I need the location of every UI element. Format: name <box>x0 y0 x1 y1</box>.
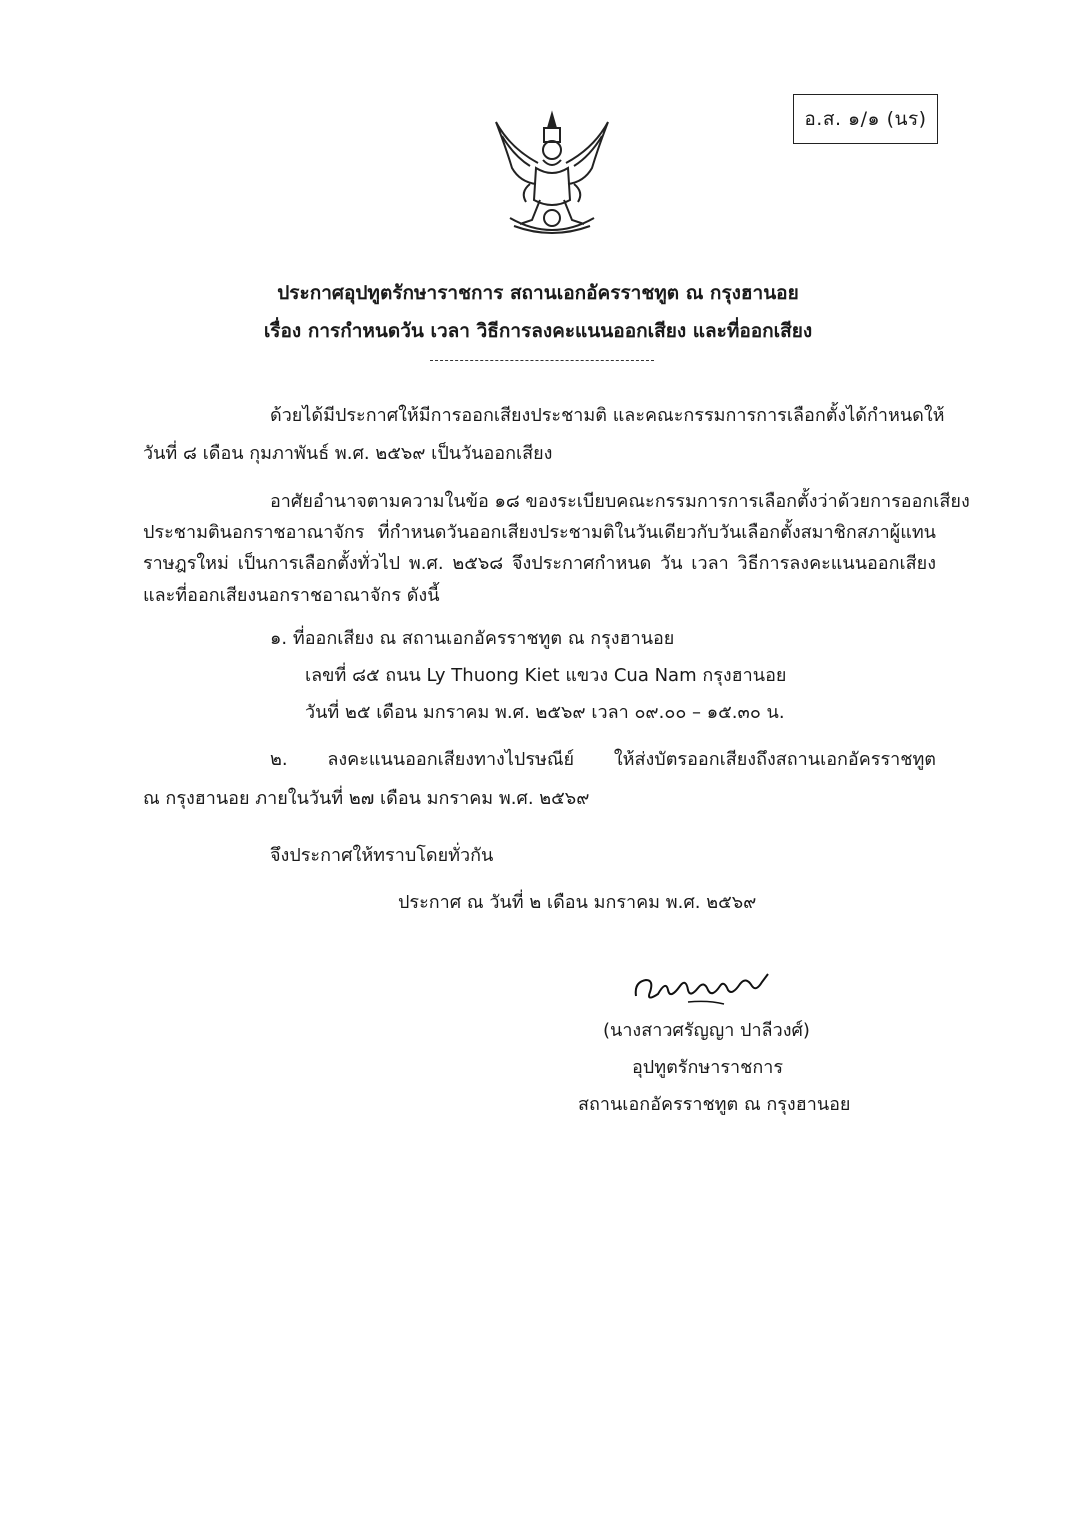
signatory-position: อุปทูตรักษาราชการ <box>632 1057 783 1078</box>
document-code-box <box>793 94 938 144</box>
handwritten-signature-icon <box>628 960 778 1010</box>
item1-line-2: เลขที่ ๘๕ ถนน Ly Thuong Kiet แขวง Cua Nam กรุงฮานอย <box>305 665 787 686</box>
para1-line-2: วันที่ ๘ เดือน กุมภาพันธ์ พ.ศ. ๒๕๖๙ เป็นวันออกเสียง <box>143 443 553 464</box>
item1-line-3: วันที่ ๒๕ เดือน มกราคม พ.ศ. ๒๕๖๙ เวลา ๐๙.๐๐ – ๑๕.๓๐ น. <box>305 702 785 723</box>
para2-line-4: และที่ออกเสียงนอกราชอาณาจักร ดังนี้ <box>143 585 440 606</box>
document-code: อ.ส. ๑/๑ (นร) <box>804 108 927 130</box>
title-line-1: ประกาศอุปทูตรักษาราชการ สถานเอกอัครราชทูต ณ กรุงฮานอย <box>277 282 799 304</box>
para1-line-1: ด้วยได้มีประกาศให้มีการออกเสียงประชามติ และคณะกรรมการการเลือกตั้งได้กำหนดให้ <box>270 405 945 426</box>
signatory-name: (นางสาวศรัญญา ปาลีวงศ์) <box>603 1020 810 1041</box>
para2-line-2: ประชามตินอกราชอาณาจักร ที่กำหนดวันออกเสียงประชามติในวันเดียวกับวันเลือกตั้งสมาชิกสภาผู้แทน <box>143 522 936 543</box>
item2-line-1: ๒. ลงคะแนนออกเสียงทางไปรษณีย์ ให้ส่งบัตรออกเสียงถึงสถานเอกอัครราชทูต <box>270 749 936 770</box>
para2-line-1: อาศัยอำนาจตามความในข้อ ๑๘ ของระเบียบคณะกรรมการการเลือกตั้งว่าด้วยการออกเสียง <box>270 491 970 512</box>
para2-line-3: ราษฎรใหม่ เป็นการเลือกตั้งทั่วไป พ.ศ. ๒๕๖๘ จึงประกาศกำหนด วัน เวลา วิธีการลงคะแนนออกเสียง <box>143 553 936 574</box>
title-line-2: เรื่อง การกำหนดวัน เวลา วิธีการลงคะแนนออกเสียง และที่ออกเสียง <box>263 320 813 342</box>
signatory-office: สถานเอกอัครราชทูต ณ กรุงฮานอย <box>578 1094 851 1115</box>
announce-date: ประกาศ ณ วันที่ ๒ เดือน มกราคม พ.ศ. ๒๕๖๙ <box>398 892 757 913</box>
item2-line-2: ณ กรุงฮานอย ภายในวันที่ ๒๗ เดือน มกราคม พ.ศ. ๒๕๖๙ <box>143 788 590 809</box>
item1-line-1: ๑. ที่ออกเสียง ณ สถานเอกอัครราชทูต ณ กรุงฮานอย <box>270 628 675 649</box>
title-divider <box>430 360 654 361</box>
garuda-emblem-icon <box>490 108 615 243</box>
closing-text: จึงประกาศให้ทราบโดยทั่วกัน <box>270 845 494 866</box>
